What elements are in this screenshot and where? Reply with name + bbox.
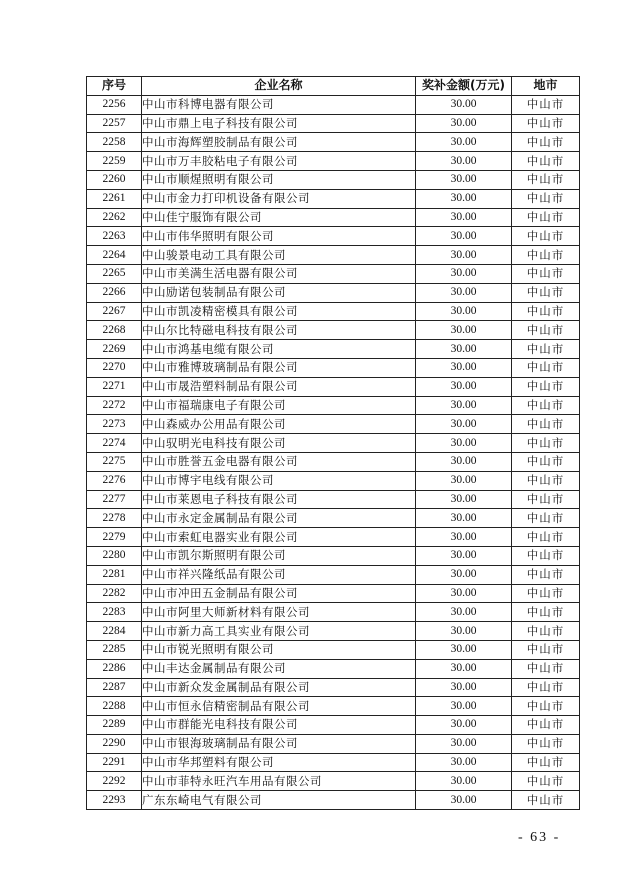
subsidy-table <box>86 76 580 810</box>
company-name-cell: 中山骏景电动工具有限公司 <box>142 246 416 265</box>
city-cell: 中山市 <box>512 133 580 152</box>
seq-cell: 2269 <box>87 340 142 359</box>
seq-cell: 2261 <box>87 189 142 208</box>
table-row <box>87 622 580 641</box>
city-cell: 中山市 <box>512 716 580 735</box>
city-cell: 中山市 <box>512 152 580 171</box>
company-name-cell: 中山励诺包装制品有限公司 <box>142 283 416 302</box>
table-row <box>87 302 580 321</box>
city-cell: 中山市 <box>512 640 580 659</box>
table-row <box>87 434 580 453</box>
table-row <box>87 152 580 171</box>
company-name-cell: 中山市新力高工具实业有限公司 <box>142 622 416 641</box>
city-cell: 中山市 <box>512 95 580 114</box>
city-cell: 中山市 <box>512 415 580 434</box>
city-cell: 中山市 <box>512 603 580 622</box>
seq-cell: 2291 <box>87 753 142 772</box>
amount-cell: 30.00 <box>416 246 512 265</box>
table-row <box>87 208 580 227</box>
city-cell: 中山市 <box>512 678 580 697</box>
amount-cell: 30.00 <box>416 753 512 772</box>
seq-cell: 2279 <box>87 528 142 547</box>
amount-cell: 30.00 <box>416 791 512 810</box>
amount-cell: 30.00 <box>416 659 512 678</box>
amount-cell: 30.00 <box>416 528 512 547</box>
amount-cell: 30.00 <box>416 490 512 509</box>
seq-cell: 2257 <box>87 114 142 133</box>
table-row <box>87 227 580 246</box>
header-row <box>87 77 580 96</box>
company-name-cell: 中山市华邦塑料有限公司 <box>142 753 416 772</box>
company-name-cell: 中山市恒永信精密制品有限公司 <box>142 697 416 716</box>
company-name-cell: 中山市新众发金属制品有限公司 <box>142 678 416 697</box>
city-cell: 中山市 <box>512 283 580 302</box>
city-cell: 中山市 <box>512 659 580 678</box>
company-name-cell: 中山市顺煋照明有限公司 <box>142 170 416 189</box>
city-cell: 中山市 <box>512 114 580 133</box>
amount-cell: 30.00 <box>416 471 512 490</box>
amount-cell: 30.00 <box>416 584 512 603</box>
seq-cell: 2272 <box>87 396 142 415</box>
table-row <box>87 603 580 622</box>
city-cell: 中山市 <box>512 546 580 565</box>
table-row <box>87 584 580 603</box>
table-row <box>87 377 580 396</box>
seq-cell: 2284 <box>87 622 142 641</box>
company-name-cell: 中山市鼎上电子科技有限公司 <box>142 114 416 133</box>
amount-cell: 30.00 <box>416 509 512 528</box>
company-name-cell: 中山市海辉塑胶制品有限公司 <box>142 133 416 152</box>
company-name-cell: 中山市索虹电器实业有限公司 <box>142 528 416 547</box>
company-name-cell: 中山市鸿基电缆有限公司 <box>142 340 416 359</box>
seq-cell: 2263 <box>87 227 142 246</box>
table-row <box>87 753 580 772</box>
company-name-cell: 中山市福瑞康电子有限公司 <box>142 396 416 415</box>
amount-cell: 30.00 <box>416 264 512 283</box>
amount-cell: 30.00 <box>416 603 512 622</box>
amount-cell: 30.00 <box>416 170 512 189</box>
city-cell: 中山市 <box>512 189 580 208</box>
city-cell: 中山市 <box>512 753 580 772</box>
seq-cell: 2287 <box>87 678 142 697</box>
header-company-name: 企业名称 <box>142 77 416 96</box>
amount-cell: 30.00 <box>416 377 512 396</box>
seq-cell: 2258 <box>87 133 142 152</box>
seq-cell: 2266 <box>87 283 142 302</box>
table-row <box>87 490 580 509</box>
amount-cell: 30.00 <box>416 434 512 453</box>
seq-cell: 2290 <box>87 734 142 753</box>
company-name-cell: 中山市凯凌精密模具有限公司 <box>142 302 416 321</box>
city-cell: 中山市 <box>512 622 580 641</box>
company-name-cell: 中山市美满生活电器有限公司 <box>142 264 416 283</box>
city-cell: 中山市 <box>512 208 580 227</box>
table-row <box>87 283 580 302</box>
amount-cell: 30.00 <box>416 227 512 246</box>
seq-cell: 2271 <box>87 377 142 396</box>
table-row <box>87 246 580 265</box>
amount-cell: 30.00 <box>416 415 512 434</box>
city-cell: 中山市 <box>512 264 580 283</box>
seq-cell: 2273 <box>87 415 142 434</box>
table-row <box>87 321 580 340</box>
seq-cell: 2265 <box>87 264 142 283</box>
amount-cell: 30.00 <box>416 340 512 359</box>
table-row <box>87 546 580 565</box>
company-name-cell: 中山佳宁服饰有限公司 <box>142 208 416 227</box>
amount-cell: 30.00 <box>416 114 512 133</box>
seq-cell: 2278 <box>87 509 142 528</box>
amount-cell: 30.00 <box>416 283 512 302</box>
seq-cell: 2288 <box>87 697 142 716</box>
seq-cell: 2259 <box>87 152 142 171</box>
header-amount: 奖补金额(万元) <box>416 77 512 96</box>
amount-cell: 30.00 <box>416 697 512 716</box>
seq-cell: 2282 <box>87 584 142 603</box>
table-row <box>87 95 580 114</box>
city-cell: 中山市 <box>512 246 580 265</box>
seq-cell: 2260 <box>87 170 142 189</box>
city-cell: 中山市 <box>512 302 580 321</box>
table-row <box>87 358 580 377</box>
company-name-cell: 中山驭明光电科技有限公司 <box>142 434 416 453</box>
seq-cell: 2276 <box>87 471 142 490</box>
city-cell: 中山市 <box>512 772 580 791</box>
table-row <box>87 415 580 434</box>
table-row <box>87 452 580 471</box>
city-cell: 中山市 <box>512 358 580 377</box>
table-row <box>87 734 580 753</box>
amount-cell: 30.00 <box>416 546 512 565</box>
seq-cell: 2285 <box>87 640 142 659</box>
amount-cell: 30.00 <box>416 565 512 584</box>
amount-cell: 30.00 <box>416 208 512 227</box>
seq-cell: 2274 <box>87 434 142 453</box>
seq-cell: 2289 <box>87 716 142 735</box>
company-name-cell: 中山市晟浩塑料制品有限公司 <box>142 377 416 396</box>
city-cell: 中山市 <box>512 791 580 810</box>
company-name-cell: 中山市伟华照明有限公司 <box>142 227 416 246</box>
seq-cell: 2268 <box>87 321 142 340</box>
table-row <box>87 396 580 415</box>
seq-cell: 2270 <box>87 358 142 377</box>
table-row <box>87 640 580 659</box>
header-city: 地市 <box>512 77 580 96</box>
amount-cell: 30.00 <box>416 622 512 641</box>
amount-cell: 30.00 <box>416 396 512 415</box>
seq-cell: 2292 <box>87 772 142 791</box>
amount-cell: 30.00 <box>416 678 512 697</box>
company-name-cell: 中山丰达金属制品有限公司 <box>142 659 416 678</box>
amount-cell: 30.00 <box>416 189 512 208</box>
seq-cell: 2283 <box>87 603 142 622</box>
amount-cell: 30.00 <box>416 452 512 471</box>
table-row <box>87 772 580 791</box>
city-cell: 中山市 <box>512 697 580 716</box>
seq-cell: 2264 <box>87 246 142 265</box>
company-name-cell: 广东东崎电气有限公司 <box>142 791 416 810</box>
seq-cell: 2286 <box>87 659 142 678</box>
amount-cell: 30.00 <box>416 152 512 171</box>
company-name-cell: 中山市冲田五金制品有限公司 <box>142 584 416 603</box>
company-name-cell: 中山市凯尔斯照明有限公司 <box>142 546 416 565</box>
amount-cell: 30.00 <box>416 640 512 659</box>
city-cell: 中山市 <box>512 734 580 753</box>
company-name-cell: 中山市锐光照明有限公司 <box>142 640 416 659</box>
table-row <box>87 114 580 133</box>
page-number: - 63 - <box>518 830 561 845</box>
company-name-cell: 中山市菲特永旺汽车用品有限公司 <box>142 772 416 791</box>
seq-cell: 2280 <box>87 546 142 565</box>
table-row <box>87 565 580 584</box>
city-cell: 中山市 <box>512 528 580 547</box>
company-name-cell: 中山市群能光电科技有限公司 <box>142 716 416 735</box>
city-cell: 中山市 <box>512 584 580 603</box>
amount-cell: 30.00 <box>416 358 512 377</box>
city-cell: 中山市 <box>512 452 580 471</box>
company-name-cell: 中山市祥兴隆纸品有限公司 <box>142 565 416 584</box>
city-cell: 中山市 <box>512 377 580 396</box>
company-name-cell: 中山尔比特磁电科技有限公司 <box>142 321 416 340</box>
company-name-cell: 中山市永定金属制品有限公司 <box>142 509 416 528</box>
table-row <box>87 791 580 810</box>
seq-cell: 2256 <box>87 95 142 114</box>
seq-cell: 2267 <box>87 302 142 321</box>
company-name-cell: 中山市科博电器有限公司 <box>142 95 416 114</box>
city-cell: 中山市 <box>512 490 580 509</box>
amount-cell: 30.00 <box>416 716 512 735</box>
table-body <box>87 95 580 809</box>
table-row <box>87 509 580 528</box>
header-seq: 序号 <box>87 77 142 96</box>
table-row <box>87 264 580 283</box>
city-cell: 中山市 <box>512 340 580 359</box>
company-name-cell: 中山市阿里大师新材料有限公司 <box>142 603 416 622</box>
city-cell: 中山市 <box>512 227 580 246</box>
amount-cell: 30.00 <box>416 772 512 791</box>
company-name-cell: 中山森威办公用品有限公司 <box>142 415 416 434</box>
seq-cell: 2277 <box>87 490 142 509</box>
amount-cell: 30.00 <box>416 95 512 114</box>
city-cell: 中山市 <box>512 434 580 453</box>
table-row <box>87 697 580 716</box>
table-header <box>87 77 580 96</box>
seq-cell: 2275 <box>87 452 142 471</box>
company-name-cell: 中山市银海玻璃制品有限公司 <box>142 734 416 753</box>
city-cell: 中山市 <box>512 321 580 340</box>
seq-cell: 2262 <box>87 208 142 227</box>
table-row <box>87 471 580 490</box>
amount-cell: 30.00 <box>416 734 512 753</box>
company-name-cell: 中山市博宇电线有限公司 <box>142 471 416 490</box>
table-row <box>87 678 580 697</box>
amount-cell: 30.00 <box>416 321 512 340</box>
city-cell: 中山市 <box>512 565 580 584</box>
table-row <box>87 716 580 735</box>
company-name-cell: 中山市雅博玻璃制品有限公司 <box>142 358 416 377</box>
city-cell: 中山市 <box>512 509 580 528</box>
table-row <box>87 189 580 208</box>
amount-cell: 30.00 <box>416 133 512 152</box>
city-cell: 中山市 <box>512 396 580 415</box>
amount-cell: 30.00 <box>416 302 512 321</box>
city-cell: 中山市 <box>512 170 580 189</box>
table-row <box>87 528 580 547</box>
table-row <box>87 659 580 678</box>
company-name-cell: 中山市莱恩电子科技有限公司 <box>142 490 416 509</box>
table-row <box>87 340 580 359</box>
company-name-cell: 中山市胜誉五金电器有限公司 <box>142 452 416 471</box>
city-cell: 中山市 <box>512 471 580 490</box>
company-name-cell: 中山市万丰胶粘电子有限公司 <box>142 152 416 171</box>
table-row <box>87 170 580 189</box>
seq-cell: 2293 <box>87 791 142 810</box>
table-row <box>87 133 580 152</box>
seq-cell: 2281 <box>87 565 142 584</box>
company-name-cell: 中山市金力打印机设备有限公司 <box>142 189 416 208</box>
